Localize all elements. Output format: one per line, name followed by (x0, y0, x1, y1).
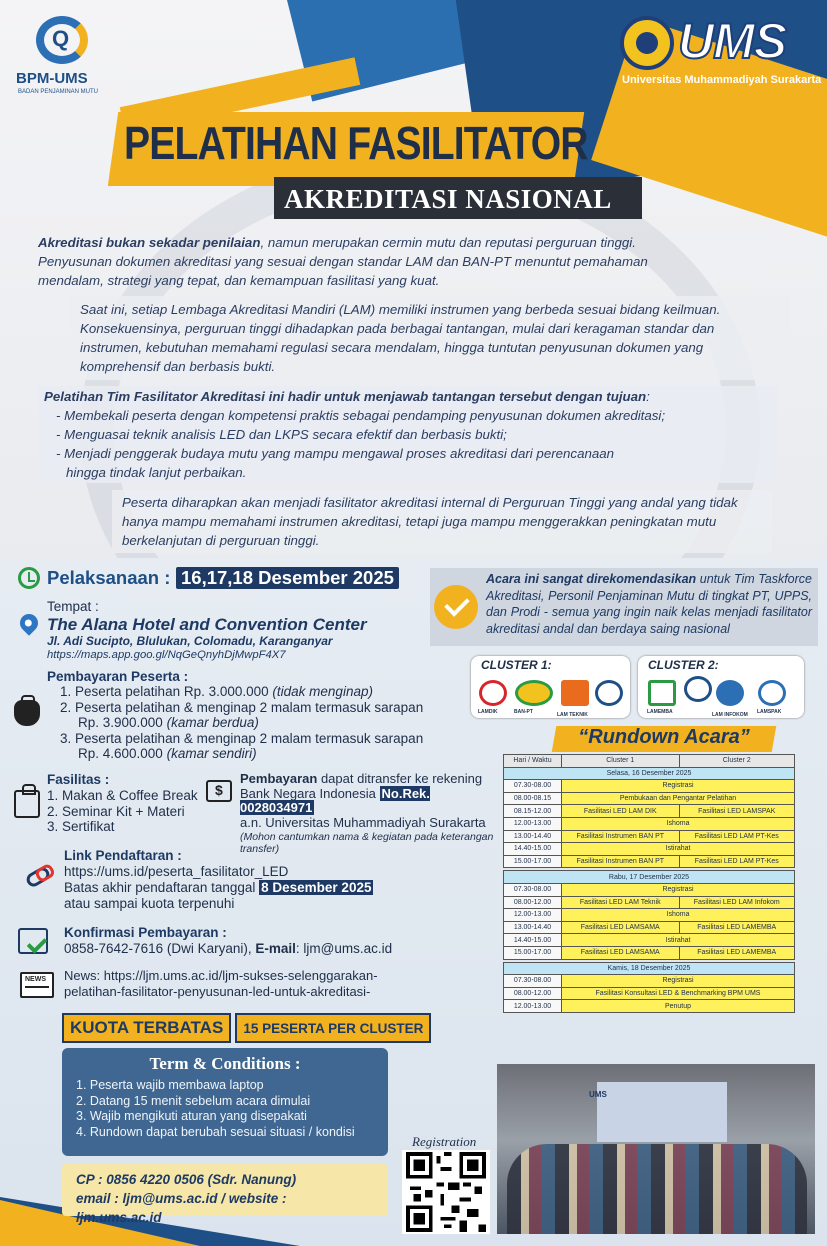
account-number: No.Rek. 0028034971 (240, 785, 430, 815)
contact-email-website: email : ljm@ums.ac.id / website : ljm.ums.ac.id (76, 1191, 287, 1225)
rundown-day-row (504, 962, 795, 975)
intro-p1-bold: Akreditasi bukan sekadar penilaian (38, 235, 261, 250)
lam-infokom-logo (712, 680, 748, 718)
confirmation-info (64, 925, 392, 957)
pelaksanaan-date: 16,17,18 Desember 2025 (176, 567, 399, 589)
quota-banner (62, 1013, 431, 1043)
intro-paragraph-1 (38, 233, 708, 290)
rundown-activity: Fasilitasi Konsultasi LED & Benchmarking BPM UMS (562, 987, 795, 1000)
goal-item: - Menjadi penggerak budaya mutu yang mampu mengawal proses akreditasi dari perencanaan (56, 446, 615, 461)
registration-heading: Link Pendaftaran : (64, 848, 182, 863)
cluster-2-card (638, 656, 804, 718)
news-line: pelatihan-fasilitator-penyusunan-led-untuk-akreditasi- (64, 984, 371, 999)
photo-group (507, 1144, 807, 1234)
rundown-cluster-1-activity: Fasilitasi Instrumen BAN PT (562, 830, 680, 843)
lamemba-logo (647, 680, 676, 715)
qr-code-icon (404, 1152, 488, 1232)
price-item-sub (60, 715, 430, 731)
transfer-text: dapat ditransfer ke rekening (317, 771, 483, 786)
bpm-ums-logo (14, 12, 110, 98)
rundown-cluster-2-activity: Fasilitasi LED LAM PT-Kes (679, 830, 795, 843)
rundown-time: 12.00-13.00 (504, 1000, 562, 1013)
rundown-row (504, 896, 795, 909)
price-note: (tidak menginap) (272, 684, 373, 699)
rundown-activity: Registrasi (562, 975, 795, 988)
registration-label: Registration (412, 1134, 477, 1149)
rundown-header-cell: Cluster 2 (679, 755, 795, 768)
newspaper-icon (20, 972, 54, 998)
lamsama-logo (595, 680, 623, 706)
rundown-cluster-1-activity: Fasilitasi LED LAM Teknik (562, 896, 680, 909)
photo-ums-text: UMS (589, 1090, 607, 1099)
rundown-time: 08.00-12.00 (504, 896, 562, 909)
ums-seal-icon (620, 16, 674, 70)
pembayaran-list (60, 684, 430, 762)
tempat-label: Tempat : (47, 599, 99, 614)
rundown-header-cell: Cluster 1 (562, 755, 680, 768)
rundown-time: 15.00-17.00 (504, 855, 562, 868)
quota-label: KUOTA TERBATAS (62, 1013, 231, 1043)
recommendation-bold: Acara ini sangat direkomendasikan (486, 572, 697, 586)
rundown-cluster-1-activity: Fasilitasi Instrumen BAN PT (562, 855, 680, 868)
ums-logo-word: UMS (678, 13, 787, 69)
rundown-row (504, 817, 795, 830)
price-note: (kamar berdua) (166, 715, 259, 730)
shopping-bag-icon (14, 790, 40, 818)
ums-logo (620, 13, 822, 86)
bpm-logo-q: Q (52, 26, 70, 51)
price-item (60, 684, 430, 700)
rundown-row (504, 805, 795, 818)
rundown-activity: Pembukaan dan Pengantar Pelatihan (562, 792, 795, 805)
rundown-cluster-2-activity: Fasilitasi LED LAM PT-Kes (679, 855, 795, 868)
rundown-time: 14.40-15.00 (504, 934, 562, 947)
terms-box (62, 1048, 388, 1156)
logo-caption: BAN-PT (514, 709, 533, 715)
logo-caption: LAMEMBA (647, 709, 673, 715)
lamdik-logo (478, 680, 507, 715)
rundown-activity: Ishoma (562, 817, 795, 830)
rundown-time: 12.00-13.00 (504, 817, 562, 830)
lamspak-logo (757, 680, 786, 715)
rundown-header-row (504, 755, 795, 768)
rundown-row (504, 855, 795, 868)
rundown-time: 08.00-12.00 (504, 987, 562, 1000)
transfer-bold: Pembayaran (240, 771, 318, 786)
confirmation-phone: 0858-7642-7616 (Dwi Karyani), (64, 941, 256, 956)
deadline-text: Batas akhir pendaftaran tanggal (64, 880, 260, 895)
rundown-time: 15.00-17.00 (504, 946, 562, 959)
deadline-date: 8 Desember 2025 (261, 880, 372, 895)
rundown-activity: Istirahat (562, 934, 795, 947)
terms-item: 2. Datang 15 menit sebelum acara dimulai (76, 1093, 311, 1108)
recommendation-text (486, 571, 812, 637)
rundown-time: 12.00-13.00 (504, 909, 562, 922)
price-line: 1. Peserta pelatihan Rp. 3.000.000 (60, 684, 273, 699)
rundown-time: 07.30-08.00 (504, 975, 562, 988)
fasilitas-heading: Fasilitas : (47, 772, 110, 787)
rundown-table (503, 754, 795, 1013)
logo-caption: LAMSPAK (757, 709, 782, 715)
price-line: 2. Peserta pelatihan & menginap 2 malam termasuk sarapan (60, 699, 424, 715)
logo-caption: LAMDIK (478, 709, 498, 715)
terms-item: 4. Rundown dapat berubah sesuai situasi / kondisi (76, 1124, 355, 1139)
rundown-day-label: Kamis, 18 Desember 2025 (504, 962, 795, 975)
rundown-cluster-2-activity: Fasilitasi LED LAM Infokom (679, 896, 795, 909)
bpm-logo-sub: BADAN PENJAMINAN MUTU (18, 89, 99, 95)
price-line: 3. Peserta pelatihan & menginap 2 malam termasuk sarapan (60, 730, 424, 746)
goals-heading: Pelatihan Tim Fasilitator Akreditasi ini hadir untuk menjawab tantangan tersebut dengan tujuan (44, 389, 647, 404)
rundown-time: 14.40-15.00 (504, 843, 562, 856)
transfer-note: (Mohon cantumkan nama & kegiatan pada keterangan transfer) (240, 831, 494, 855)
account-holder: a.n. Universitas Muhammadiyah Surakarta (240, 814, 486, 830)
rundown-time: 08.15-12.00 (504, 805, 562, 818)
venue-address: Jl. Adi Sucipto, Blulukan, Colomadu, Karanganyar (47, 634, 333, 648)
contact-box (62, 1164, 388, 1225)
rundown-time: 07.30-08.00 (504, 883, 562, 896)
photo-banner (597, 1082, 727, 1142)
rundown-day-row (504, 871, 795, 884)
rundown-cluster-1-activity: Fasilitasi LED LAM DIK (562, 805, 680, 818)
venue-maps-link[interactable]: https://maps.app.goo.gl/NqGeQnyhDjMwpF4X7 (47, 649, 286, 661)
venue-name: The Alana Hotel and Convention Center (47, 615, 367, 634)
rundown-row (504, 975, 795, 988)
email-label: E-mail (255, 941, 296, 956)
intro-paragraph-goals (38, 386, 778, 483)
rundown-row (504, 921, 795, 934)
contact-person: CP : 0856 4220 0506 (Sdr. Nanung) (76, 1172, 297, 1187)
rundown-header-cell: Hari / Waktu (504, 755, 562, 768)
rundown-row (504, 946, 795, 959)
cluster-2-label: CLUSTER 2: (648, 658, 719, 672)
bank-name: Bank Negara Indonesia (240, 785, 376, 801)
goal-item: hingga tindak lanjut perbaikan. (66, 465, 247, 480)
registration-url[interactable]: https://ums.id/peserta_fasilitator_LED (64, 864, 289, 879)
rundown-row (504, 934, 795, 947)
fasilitas-list (47, 788, 198, 835)
rundown-day-label: Selasa, 16 Desember 2025 (504, 767, 795, 780)
money-bag-icon (14, 700, 40, 726)
check-circle-icon (434, 585, 478, 629)
transfer-info (240, 772, 500, 855)
rundown-activity: Registrasi (562, 780, 795, 793)
rundown-row (504, 830, 795, 843)
logo-caption: LAM TEKNIK (557, 712, 588, 718)
clock-icon (18, 567, 40, 589)
fasilitas-item: 2. Seminar Kit + Materi (47, 803, 185, 819)
event-photo (497, 1064, 815, 1234)
intro-p1-rest: , namun merupakan cermin mutu dan reputasi perguruan tinggi. Penyusunan dokumen akreditasi yang sesuai dengan standar LAM dan BAN-PT menuntut pemahaman mendalam, strategi yang tepat, dan kemampuan fasilitasi yang kuat. (38, 235, 648, 288)
pelaksanaan-label: Pelaksanaan : (47, 567, 171, 588)
rundown-time: 13.00-14.40 (504, 921, 562, 934)
rundown-cluster-2-activity: Fasilitasi LED LAMEMBA (679, 921, 795, 934)
price-amount: Rp. 4.600.000 (78, 746, 167, 761)
rundown-row (504, 780, 795, 793)
price-item (60, 731, 430, 747)
cash-transfer-icon (206, 780, 232, 802)
price-note: (kamar sendiri) (166, 746, 257, 761)
price-amount: Rp. 3.900.000 (78, 715, 167, 730)
rundown-cluster-2-activity: Fasilitasi LED LAMEMBA (679, 946, 795, 959)
rundown-activity: Penutup (562, 1000, 795, 1013)
deadline-after: atau sampai kuota terpenuhi (64, 896, 235, 911)
recommendation-rest: untuk Tim Taskforce Akreditasi, Personil Penjaminan Mutu di tingkat PT, UPPS, dan Prodi - semua yang ingin naik kelas menjadi fasilitator akreditasi andal dan berdaya saing nasional (486, 572, 812, 636)
ban-pt-logo (514, 680, 553, 715)
rundown-day-label: Rabu, 17 Desember 2025 (504, 871, 795, 884)
quota-value: 15 PESERTA PER CLUSTER (235, 1013, 431, 1043)
cluster-1-label: CLUSTER 1: (481, 658, 552, 672)
page-subtitle: AKREDITASI NASIONAL (284, 184, 612, 214)
lam-kes-logo (684, 676, 712, 702)
rundown-day-row (504, 767, 795, 780)
fasilitas-item: 3. Sertifikat (47, 819, 115, 834)
rundown-activity: Ishoma (562, 909, 795, 922)
rundown-row (504, 909, 795, 922)
terms-item: 3. Wajib mengikuti aturan yang disepakati (76, 1109, 307, 1123)
rundown-time: 13.00-14.40 (504, 830, 562, 843)
logo-caption: LAM INFOKOM (712, 712, 748, 718)
rundown-cluster-1-activity: Fasilitasi LED LAMSAMA (562, 921, 680, 934)
price-item-sub (60, 746, 430, 762)
confirmation-email[interactable]: : ljm@ums.ac.id (295, 941, 393, 956)
terms-item: 1. Peserta wajib membawa laptop (76, 1078, 264, 1092)
news-link[interactable] (64, 968, 404, 1000)
rundown-row (504, 843, 795, 856)
news-line: News: https://ljm.ums.ac.id/ljm-sukses-selenggarakan- (64, 968, 378, 983)
terms-heading: Term & Conditions : (149, 1054, 301, 1073)
rundown-cluster-1-activity: Fasilitasi LED LAMSAMA (562, 946, 680, 959)
confirmation-heading: Konfirmasi Pembayaran : (64, 925, 227, 940)
rundown-row (504, 792, 795, 805)
page-title: PELATIHAN FASILITATOR (124, 117, 588, 169)
intro-paragraph-4: Peserta diharapkan akan menjadi fasilitator akreditasi internal di Perguruan Tinggi yang andal yang tidak hanya mampu memahami instrumen akreditasi, tetapi juga mampu menggerakkan peningkatan mutu berkelanjutan di perguruan tinggi. (112, 490, 772, 553)
rundown-row (504, 1000, 795, 1013)
cluster-1-card (471, 656, 630, 718)
price-item (60, 700, 430, 716)
intro-paragraph-2: Saat ini, setiap Lembaga Akreditasi Mandiri (LAM) memiliki instrumen yang berbeda sesuai bidang keilmuan. Konsekuensinya, perguruan tinggi dihadapkan pada berbagai tantangan, mulai dari keragaman standar dan instrumen, kebutuhan memahami regulasi secara mendalam, hingga tuntutan penyusunan dokumen yang komprehensif dan berbasis bukti. (70, 296, 790, 380)
registration-info (64, 848, 373, 912)
pembayaran-heading: Pembayaran Peserta : (47, 669, 189, 684)
rundown-time: 07.30-08.00 (504, 780, 562, 793)
goals-colon: : (646, 389, 650, 404)
rundown-activity: Istirahat (562, 843, 795, 856)
fasilitas-item: 1. Makan & Coffee Break (47, 788, 198, 803)
payment-confirm-icon (18, 928, 48, 954)
rundown-row (504, 987, 795, 1000)
registration-qr-code[interactable] (402, 1150, 490, 1234)
rundown-cluster-2-activity: Fasilitasi LED LAMSPAK (679, 805, 795, 818)
rundown-activity: Registrasi (562, 883, 795, 896)
bpm-logo-name: BPM-UMS (16, 70, 88, 87)
rundown-time: 08.00-08.15 (504, 792, 562, 805)
lam-teknik-logo (557, 680, 589, 718)
goal-item: - Menguasai teknik analisis LED dan LKPS secara efektif dan berbasis bukti; (56, 427, 507, 442)
goal-item: - Membekali peserta dengan kompetensi praktis sebagai pendamping penyusunan dokumen akreditasi; (56, 408, 666, 423)
rundown-row (504, 883, 795, 896)
rundown-title: “Rundown Acara” (578, 726, 750, 748)
ums-logo-university: Universitas Muhammadiyah Surakarta (622, 74, 822, 86)
